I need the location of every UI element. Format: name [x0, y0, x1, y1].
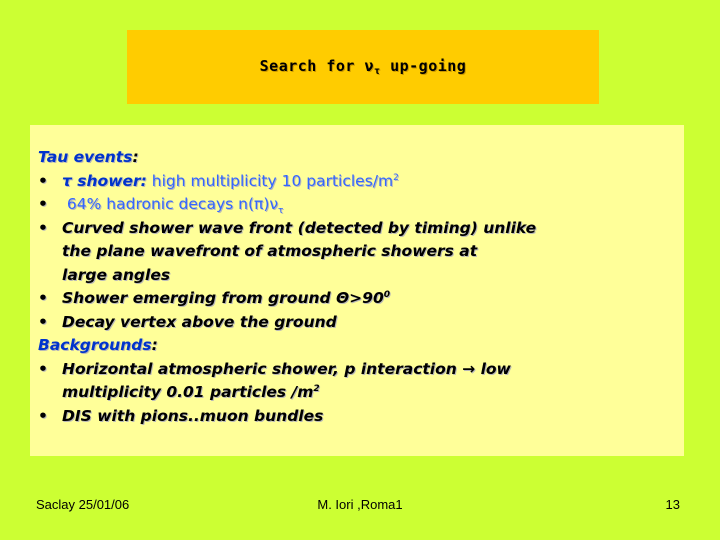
bullet-text: multiplicity 0.01 particles /m — [62, 383, 314, 401]
bullet-text: Decay vertex above the ground — [62, 312, 337, 331]
bullet-emerging — [38, 287, 676, 311]
bullet-dis — [38, 405, 676, 429]
bullet-horizontal-line2 — [38, 381, 676, 405]
tau-heading-line — [38, 146, 676, 170]
bullet-tau-shower — [38, 170, 676, 194]
bullet-text — [62, 195, 284, 217]
footer-author: M. Iori ,Roma1 — [317, 497, 403, 512]
bullet-text — [147, 172, 399, 190]
bullet-curved-line1 — [38, 217, 676, 241]
content-text — [38, 146, 676, 428]
bullet-marker: • — [38, 218, 48, 237]
superscript: 2 — [313, 383, 320, 394]
footer-date: Saclay 25/01/06 — [36, 497, 130, 512]
bg-heading-line — [38, 334, 676, 358]
bullet-text: Curved shower wave front (detected by timing) unlike — [62, 218, 537, 237]
tau-shower-term: τ shower: — [62, 171, 147, 190]
bullet-text: DIS with pions..muon bundles — [62, 406, 324, 425]
bullet-marker: • — [38, 195, 48, 213]
bullet-marker: • — [38, 312, 48, 331]
slide-number: 13 — [665, 497, 680, 512]
title-box — [127, 30, 599, 104]
slide-title — [260, 57, 467, 77]
bg-heading-colon: : — [151, 336, 158, 354]
tau-heading: Tau events — [38, 148, 133, 166]
bullet-curved-line2: the plane wavefront of atmospheric showers at — [62, 242, 478, 260]
superscript: 0 — [383, 289, 391, 300]
tau-heading-colon: : — [132, 148, 139, 166]
bg-heading: Backgrounds — [38, 336, 152, 354]
bullet-text-body: 64% hadronic decays n(π)ν — [62, 195, 279, 213]
title-suffix: up-going — [380, 57, 467, 75]
subscript: τ — [278, 206, 284, 217]
bullet-marker: • — [38, 406, 48, 425]
title-prefix: Search for ν — [259, 57, 375, 75]
bullet-text-body: high multiplicity 10 particles/m — [146, 171, 394, 190]
title-subscript: τ — [374, 66, 381, 77]
bullet-horizontal-line1 — [38, 358, 676, 382]
superscript: 2 — [393, 172, 399, 183]
bullet-curved-line3: large angles — [62, 265, 171, 284]
bullet-marker: • — [38, 289, 48, 307]
bullet-marker: • — [38, 171, 48, 190]
content-box — [30, 125, 684, 456]
bullet-text: Shower emerging from ground Θ>90 — [62, 289, 384, 307]
bullet-decay-vertex — [38, 311, 676, 335]
bullet-text: Horizontal atmospheric shower, p interaction → low — [62, 359, 511, 378]
bullet-hadronic — [38, 193, 676, 217]
bullet-marker: • — [38, 359, 48, 378]
